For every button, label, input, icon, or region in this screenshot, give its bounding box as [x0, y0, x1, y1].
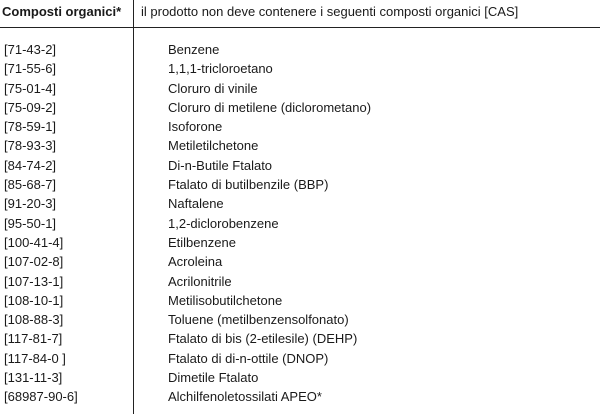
table-row [0, 254, 600, 273]
compound-name: Isoforone [168, 119, 223, 135]
header-description: il prodotto non deve contenere i seguenti composti organici [CAS] [141, 4, 519, 19]
compound-name: Ftalato di butilbenzile (BBP) [168, 177, 329, 193]
cas-number: [75-01-4] [4, 80, 57, 96]
compound-name: Di-n-Butile Ftalato [168, 157, 273, 173]
table-row [0, 293, 600, 312]
cas-number: [95-50-1] [4, 215, 57, 231]
cas-number: [131-11-3] [4, 370, 63, 386]
compound-name: Acrilonitrile [168, 273, 232, 289]
compound-name: Metilisobutilchetone [168, 292, 283, 308]
compound-name: Alchilfenoletossilati APEO* [168, 389, 322, 405]
compound-name: Etilbenzene [168, 234, 236, 250]
table-row [0, 312, 600, 331]
table-row [0, 158, 600, 177]
cas-number: [71-43-2] [4, 42, 57, 57]
compound-name: Cloruro di vinile [168, 80, 258, 96]
cas-number: [107-02-8] [4, 254, 64, 270]
compound-name: Dimetile Ftalato [168, 370, 259, 386]
cas-number: [91-20-3] [4, 196, 57, 212]
table-row [0, 177, 600, 196]
table-header [0, 0, 600, 28]
table-row [0, 61, 600, 80]
compound-name: Naftalene [168, 196, 224, 212]
table-row [0, 42, 600, 61]
cas-number: [108-88-3] [4, 312, 64, 328]
table-row [0, 196, 600, 215]
table-row [0, 235, 600, 254]
cas-number: [107-13-1] [4, 273, 64, 289]
table-body [0, 42, 600, 409]
header-organic-compounds: Composti organici* [2, 4, 122, 19]
table-row [0, 389, 600, 408]
cas-number: [85-68-7] [4, 177, 57, 193]
cas-number: [108-10-1] [4, 292, 64, 308]
compound-name: Ftalato di bis (2-etilesile) (DEHP) [168, 331, 358, 347]
cas-number: [78-59-1] [4, 119, 57, 135]
compound-name: Ftalato di di-n-ottile (DNOP) [168, 350, 329, 366]
table-row [0, 100, 600, 119]
cas-number: [68987-90-6] [4, 389, 78, 405]
table-row [0, 216, 600, 235]
table-row [0, 351, 600, 370]
cas-number: [78-93-3] [4, 138, 57, 154]
cas-number: [75-09-2] [4, 99, 57, 115]
compound-name: Benzene [168, 42, 220, 57]
header-divider [0, 27, 600, 28]
compound-name: Toluene (metilbenzensolfonato) [168, 312, 349, 328]
table-row [0, 119, 600, 138]
table-row [0, 138, 600, 157]
table-row [0, 81, 600, 100]
compound-name: Acroleina [168, 254, 223, 270]
cas-number: [84-74-2] [4, 157, 57, 173]
compound-name: Cloruro di metilene (diclorometano) [168, 99, 372, 115]
table-row [0, 274, 600, 293]
table-row [0, 331, 600, 350]
table-row [0, 370, 600, 389]
cas-number: [117-84-0 ] [4, 350, 66, 366]
cas-number: [117-81-7] [4, 331, 63, 347]
cas-number: [71-55-6] [4, 61, 57, 77]
cas-number: [100-41-4] [4, 234, 64, 250]
compound-name: 1,2-diclorobenzene [168, 215, 279, 231]
compound-name: 1,1,1-tricloroetano [168, 61, 273, 77]
compound-name: Metiletilchetone [168, 138, 259, 154]
